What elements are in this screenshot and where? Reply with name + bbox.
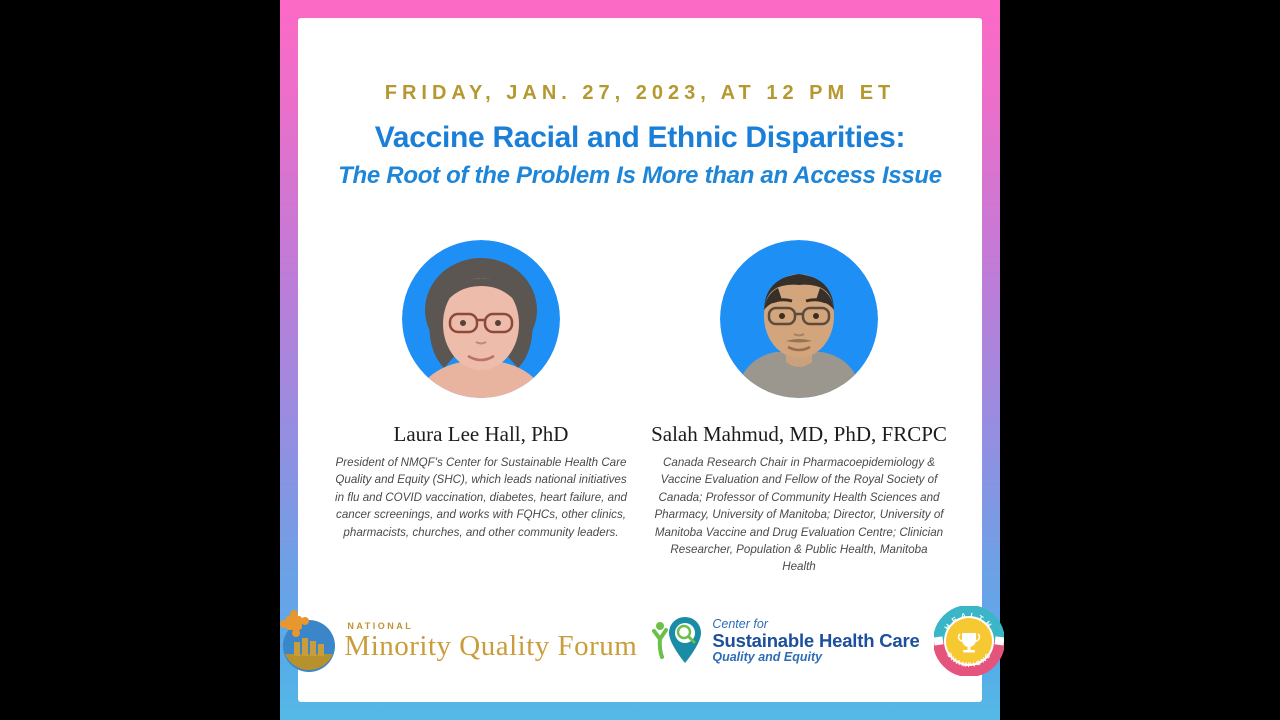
nmqf-logo <box>276 608 637 674</box>
portrait-photo-salah <box>720 240 878 398</box>
partner-logos-row <box>276 606 1003 676</box>
nmqf-globe-icon <box>276 608 340 674</box>
cshc-center-for-label: Center for <box>712 617 768 632</box>
health-champions-badge <box>934 606 1004 676</box>
badge-champions-label: CHAMPIONS <box>944 651 993 670</box>
event-subtitle: The Root of the Problem Is More than an Access Issue <box>338 162 942 189</box>
flyer-content <box>298 18 996 702</box>
woman-portrait-illustration <box>402 240 560 398</box>
man-portrait-illustration <box>720 240 878 398</box>
speaker-name: Laura Lee Hall, PhD <box>393 422 569 446</box>
cshc-quality-equity-label: Quality and Equity <box>712 649 823 664</box>
pin-magnifier-icon <box>651 613 707 669</box>
speaker-salah-mahmud <box>648 240 950 576</box>
badge-health-label: HEALTH <box>942 610 996 632</box>
speaker-bio: Canada Research Chair in Pharmacoepidemiology & Vaccine Evaluation and Fellow of the Royal Society of Canada; Professor of Community Health Sciences and Pharmacy, University of Manitoba; Director, University of Manitoba Vaccine and Drug Evaluation Centre; Clinician Researcher, Population & Public Health, Manitoba Health <box>654 456 944 574</box>
speakers-row <box>330 240 950 576</box>
event-date: FRIDAY, JAN. 27, 2023, AT 12 PM ET <box>384 82 896 104</box>
nmqf-logo-text <box>344 621 637 661</box>
nmqf-name-label: Minority Quality Forum <box>344 629 638 662</box>
speaker-laura-lee-hall <box>330 240 632 576</box>
speaker-bio: President of NMQF's Center for Sustainable Health Care Quality and Equity (SHC), which leads national initiatives in flu and COVID vaccination, diabetes, heart failure, and cancer screenings, and works with FQHCs, other clinics, pharmacists, churches, and other community leaders. <box>335 456 627 539</box>
nmqf-national-label: NATIONAL <box>347 620 414 631</box>
event-title: Vaccine Racial and Ethnic Disparities: <box>374 121 906 154</box>
event-flyer-card <box>280 0 1000 720</box>
cshc-logo <box>651 613 919 669</box>
speaker-name: Salah Mahmud, MD, PhD, FRCPC <box>651 422 947 446</box>
cshc-logo-text <box>712 618 919 664</box>
portrait-photo-laura <box>402 240 560 398</box>
cshc-name-label: Sustainable Health Care <box>712 630 920 652</box>
